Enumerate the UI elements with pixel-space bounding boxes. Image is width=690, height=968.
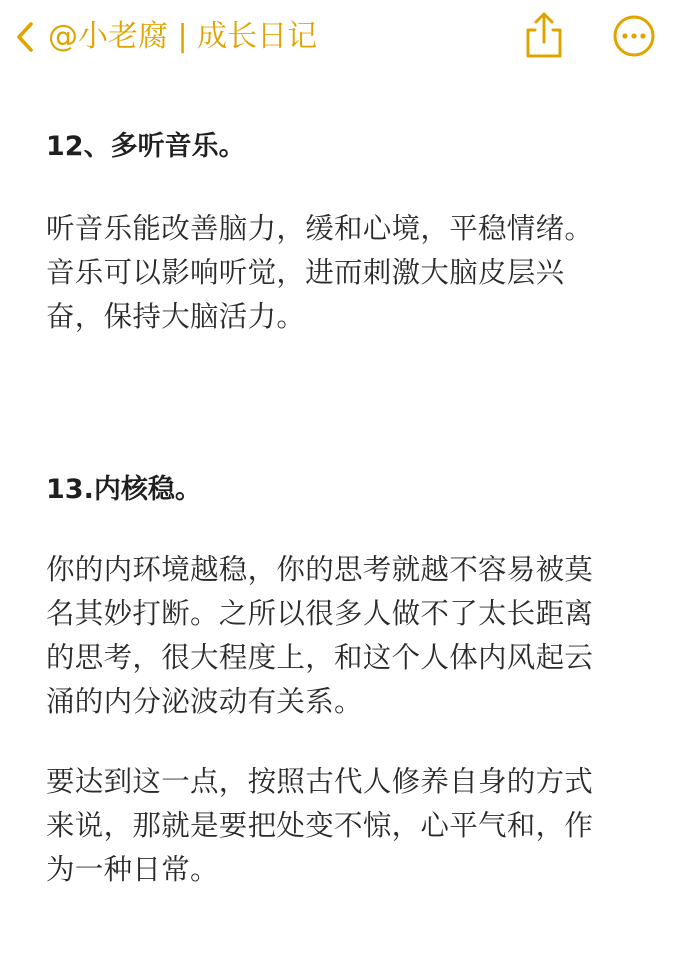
note-paragraph xyxy=(46,207,646,339)
text-line: 音乐可以影响听觉，进而刺激大脑皮层兴 xyxy=(46,256,565,289)
text-line: 听音乐能改善脑力，缓和心境，平稳情绪。 xyxy=(46,212,594,245)
navigation-bar xyxy=(0,0,690,72)
section-heading: 12、多听音乐。 xyxy=(46,131,246,162)
text-line: 的思考，很大程度上，和这个人体内风起云 xyxy=(46,641,594,674)
back-button[interactable] xyxy=(14,14,317,60)
text-line: 涌的内分泌波动有关系。 xyxy=(46,685,363,718)
share-icon[interactable] xyxy=(522,10,566,60)
text-line: 你的内环境越稳，你的思考就越不容易被莫 xyxy=(46,553,594,586)
chevron-left-icon xyxy=(14,20,36,54)
note-folder-title: @小老腐 | 成长日记 xyxy=(48,19,318,54)
note-paragraph xyxy=(46,760,646,892)
text-line: 为一种日常。 xyxy=(46,853,219,886)
note-paragraph xyxy=(46,548,646,724)
text-line: 要达到这一点，按照古代人修养自身的方式 xyxy=(46,765,594,798)
section-heading: 13.内核稳。 xyxy=(46,474,202,505)
text-line: 名其妙打断。之所以很多人做不了太长距离 xyxy=(46,597,594,630)
more-dots-icon[interactable] xyxy=(612,14,656,58)
text-line: 来说，那就是要把处变不惊，心平气和，作 xyxy=(46,809,594,842)
text-line: 奋，保持大脑活力。 xyxy=(46,300,306,333)
